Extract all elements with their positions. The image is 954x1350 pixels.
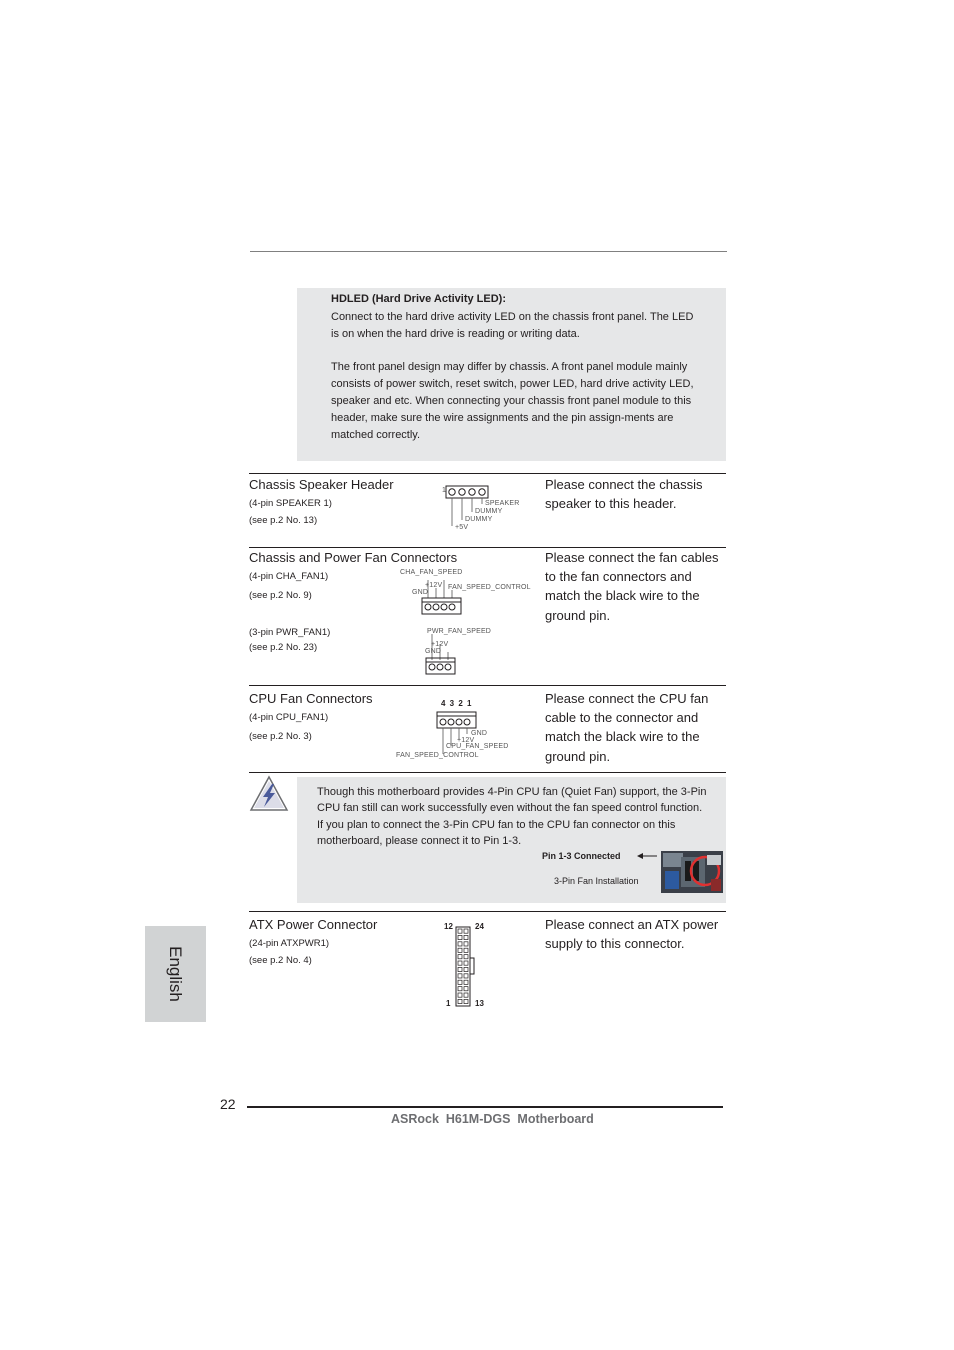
hdled-note-paragraph-line: matched correctly. xyxy=(331,429,421,441)
atx-pin xyxy=(464,993,468,997)
section-rule xyxy=(249,473,726,474)
warning-icon xyxy=(249,775,289,813)
cpu-fan-description-line: cable to the connector and xyxy=(545,710,699,725)
atx-pin xyxy=(458,948,462,952)
three-pin-fan-installation-label: 3-Pin Fan Installation xyxy=(554,876,639,886)
warning-text-line: Though this motherboard provides 4-Pin CPU fan (Quiet Fan) support, the 3-Pin xyxy=(317,786,707,798)
atx-description-line: Please connect an ATX power xyxy=(545,917,719,932)
pwr-fan-pin-info: (3-pin PWR_FAN1) xyxy=(249,627,331,638)
atx-pin xyxy=(464,987,468,991)
atx-pin xyxy=(458,955,462,959)
fans-description-line: match the black wire to the xyxy=(545,588,700,603)
hdled-note-paragraph-line: consists of power switch, reset switch, power LED, hard drive activity LED, xyxy=(331,378,694,390)
pwr-fan-12v-label: +12V xyxy=(431,641,449,648)
atx-pin xyxy=(458,935,462,939)
atx-pin xyxy=(464,967,468,971)
cpu-fan-gnd-label: GND xyxy=(471,730,488,737)
cpu-fan-description-line: Please connect the CPU fan xyxy=(545,691,709,706)
atx-pin-24-label: 24 xyxy=(475,922,484,931)
atx-pin-12-label: 12 xyxy=(444,922,453,931)
fans-description-line: to the fan connectors and xyxy=(545,569,692,584)
product-name: ASRock H61M-DGS Motherboard xyxy=(391,1112,594,1126)
cpu-fan-title: CPU Fan Connectors xyxy=(249,691,373,706)
atx-pin xyxy=(458,993,462,997)
fans-description-line: Please connect the fan cables xyxy=(545,550,719,565)
cpu-fan-speed-control-label: FAN_SPEED_CONTROL xyxy=(396,752,479,759)
atx-pin xyxy=(458,967,462,971)
cha-fan-12v-label: +12V xyxy=(425,582,443,589)
hdled-note-line: Connect to the hard drive activity LED on the chassis front panel. The LED xyxy=(331,311,694,323)
speaker-description-line: speaker to this header. xyxy=(545,496,677,511)
speaker-5v-label: +5V xyxy=(455,524,469,531)
hdled-note-paragraph-line: header, make sure the wire assignments and the pin assign-ments are xyxy=(331,412,674,424)
atx-connector-diagram xyxy=(454,926,478,1008)
language-tab-label: English xyxy=(166,946,186,1002)
atx-pin xyxy=(464,955,468,959)
cpu-fan-pin-info: (4-pin CPU_FAN1) xyxy=(249,712,329,723)
pwr-fan-page-ref: (see p.2 No. 23) xyxy=(249,642,318,653)
atx-pin-13-label: 13 xyxy=(475,999,484,1008)
cha-fan-pin-info: (4-pin CHA_FAN1) xyxy=(249,571,329,582)
atx-pin xyxy=(464,974,468,978)
cpu-fan-description-line: match the black wire to the xyxy=(545,729,700,744)
hdled-note-paragraph-line: speaker and etc. When connecting your chassis front panel module to this xyxy=(331,395,692,407)
cha-fan-gnd-label: GND xyxy=(412,589,429,596)
atx-pin xyxy=(464,961,468,965)
atx-pin-info: (24-pin ATXPWR1) xyxy=(249,938,330,949)
cha-fan-speed-control-label: FAN_SPEED_CONTROL xyxy=(448,584,531,591)
fans-description-line: ground pin. xyxy=(545,608,611,623)
atx-page-ref: (see p.2 No. 4) xyxy=(249,955,312,966)
cha-fan-page-ref: (see p.2 No. 9) xyxy=(249,590,312,601)
speaker-title: Chassis Speaker Header xyxy=(249,477,394,492)
warning-text-line: If you plan to connect the 3-Pin CPU fan to the CPU fan connector on this xyxy=(317,819,676,831)
speaker-page-ref: (see p.2 No. 13) xyxy=(249,515,318,526)
atx-pin xyxy=(458,987,462,991)
arrow-left-icon xyxy=(635,851,659,861)
pin-1-3-connected-label: Pin 1-3 Connected xyxy=(542,851,621,861)
cpu-fan-description-line: ground pin. xyxy=(545,749,611,764)
cpu-fan-pin-numbers: 4 3 2 1 xyxy=(441,699,472,708)
speaker-signal-label: SPEAKER xyxy=(485,500,520,507)
section-rule xyxy=(249,685,726,686)
atx-pin xyxy=(464,935,468,939)
warning-text-line: motherboard, please connect it to Pin 1-3. xyxy=(317,835,522,847)
fans-title: Chassis and Power Fan Connectors xyxy=(249,550,458,565)
footer-rule xyxy=(247,1106,723,1108)
atx-pin xyxy=(464,980,468,984)
cpu-fan-speed-label: CPU_FAN_SPEED xyxy=(446,743,509,750)
section-rule xyxy=(249,772,726,773)
atx-pin xyxy=(464,929,468,933)
atx-pin xyxy=(458,929,462,933)
pwr-fan-gnd-label: GND xyxy=(425,648,442,655)
atx-pin xyxy=(464,999,468,1003)
page-number: 22 xyxy=(220,1096,236,1112)
atx-pin xyxy=(464,948,468,952)
atx-pin xyxy=(458,961,462,965)
atx-pin xyxy=(458,974,462,978)
speaker-pin1-label: 1 xyxy=(442,487,447,494)
speaker-dummy-label: DUMMY xyxy=(465,516,493,523)
speaker-pin-info: (4-pin SPEAKER 1) xyxy=(249,498,332,509)
section-rule xyxy=(249,911,726,912)
atx-title: ATX Power Connector xyxy=(249,917,378,932)
hdled-note-title: HDLED (Hard Drive Activity LED): xyxy=(331,293,507,305)
atx-pin xyxy=(458,980,462,984)
atx-pin xyxy=(458,942,462,946)
speaker-description-line: Please connect the chassis xyxy=(545,477,703,492)
cha-fan-speed-label: CHA_FAN_SPEED xyxy=(400,569,463,576)
fan-installation-photo xyxy=(661,851,723,893)
top-rule xyxy=(250,251,727,252)
atx-pin xyxy=(464,942,468,946)
speaker-dummy-label: DUMMY xyxy=(475,508,503,515)
hdled-note-line: is on when the hard drive is reading or writing data. xyxy=(331,328,580,340)
atx-description-line: supply to this connector. xyxy=(545,936,685,951)
atx-pin xyxy=(458,999,462,1003)
warning-text-line: CPU fan still can work successfully even without the fan speed control function. xyxy=(317,802,703,814)
cpu-fan-page-ref: (see p.2 No. 3) xyxy=(249,731,312,742)
atx-pin-1-label: 1 xyxy=(446,999,451,1008)
pwr-fan-speed-label: PWR_FAN_SPEED xyxy=(427,628,492,635)
hdled-note-paragraph-line: The front panel design may differ by chassis. A front panel module mainly xyxy=(331,361,688,373)
cpu-fan-12v-label: +12V xyxy=(457,737,475,744)
